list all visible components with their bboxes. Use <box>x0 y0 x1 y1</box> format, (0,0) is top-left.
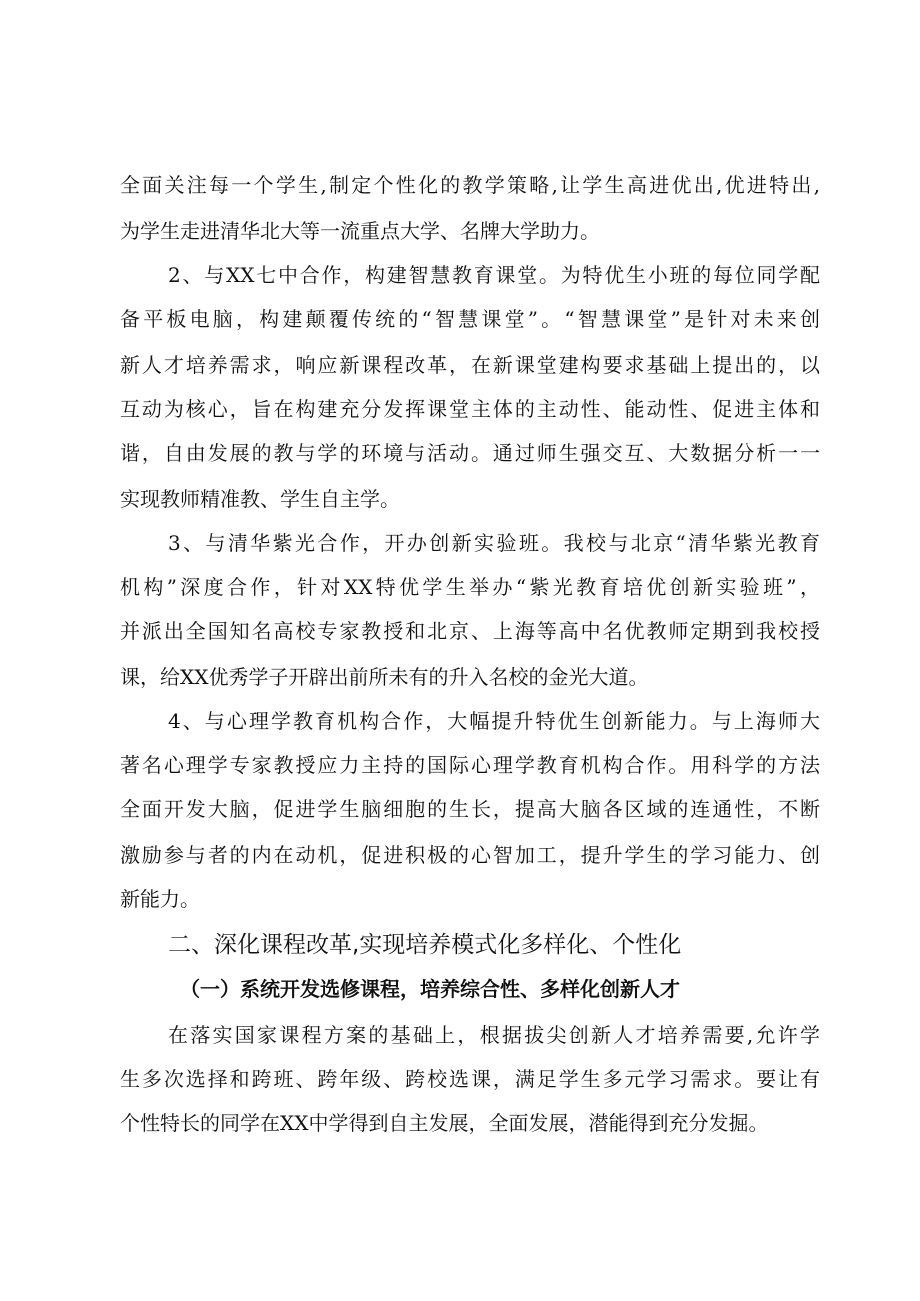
paragraph-line: 激励参与者的内在动机，促进积极的心智加工，提升学生的学习能力、创 <box>120 843 820 867</box>
paragraph-line: 新能力。 <box>120 887 200 911</box>
paragraph-line: 个性特长的同学在XX中学得到自主发展，全面发展，潜能得到充分发掘。 <box>120 1111 769 1135</box>
paragraph-line: 并派出全国知名高校专家教授和北京、上海等高中名优教师定期到我校授 <box>120 619 820 643</box>
paragraph-line: 机构”深度合作，针对XX特优学生举办“紫光教育培优创新实验班”， <box>120 575 820 599</box>
paragraph-line: 新人才培养需求，响应新课程改革，在新课堂建构要求基础上提出的，以 <box>120 353 820 377</box>
paragraph-line: 全面开发大脑，促进学生脑细胞的生长，提高大脑各区域的连通性，不断 <box>120 797 820 821</box>
paragraph-line: 3、与清华紫光合作，开办创新实验班。我校与北京“清华紫光教育 <box>168 531 820 555</box>
paragraph-line: 实现教师精准教、学生自主学。 <box>120 487 400 511</box>
paragraph-line: 生多次选择和跨班、跨年级、跨校选课，满足学生多元学习需求。要让有 <box>120 1067 820 1091</box>
paragraph-line: 4、与心理学教育机构合作，大幅提升特优生创新能力。与上海师大 <box>168 709 820 733</box>
section-heading: 二、深化课程改革,实现培养模式化多样化、个性化 <box>168 932 682 958</box>
paragraph-line: 互动为核心，旨在构建充分发挥课堂主体的主动性、能动性、促进主体和 <box>120 397 820 421</box>
paragraph-line: 全面关注每一个学生,制定个性化的教学策略,让学生高进优出,优进特出, <box>120 173 820 197</box>
paragraph-line: 备平板电脑，构建颠覆传统的“智慧课堂”。“智慧课堂”是针对未来创 <box>120 307 820 331</box>
paragraph-line: 为学生走进清华北大等一流重点大学、名牌大学助力。 <box>120 219 600 243</box>
paragraph-line: 谐，自由发展的教与学的环境与活动。通过师生强交互、大数据分析一一 <box>120 441 820 465</box>
paragraph-line: 课，给XX优秀学子开辟出前所未有的升入名校的金光大道。 <box>120 665 649 689</box>
subsection-heading: （一）系统开发选修课程，培养综合性、多样化创新人才 <box>180 977 680 1001</box>
paragraph-line: 2、与XX七中合作，构建智慧教育课堂。为特优生小班的每位同学配 <box>168 263 820 287</box>
paragraph-line: 著名心理学专家教授应力主持的国际心理学教育机构合作。用科学的方法 <box>120 753 820 777</box>
paragraph-line: 在落实国家课程方案的基础上，根据拔尖创新人才培养需要,允许学 <box>168 1023 820 1047</box>
